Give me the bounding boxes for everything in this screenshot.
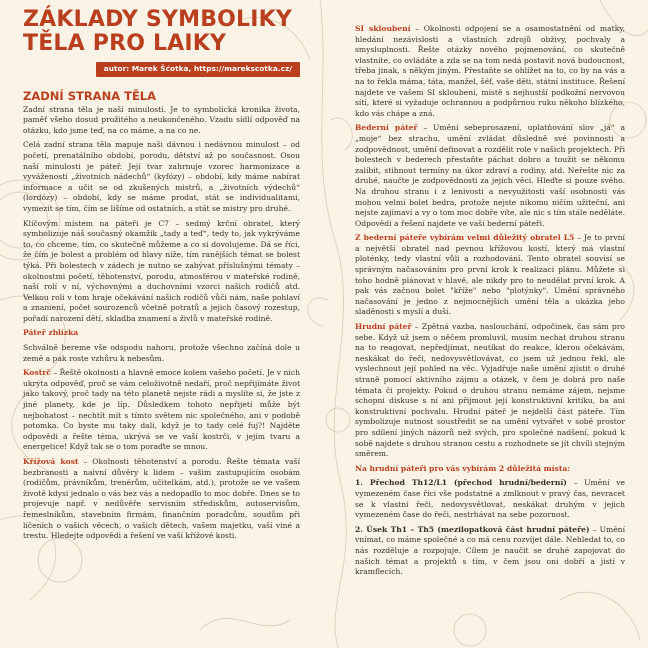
paragraph-coccyx [23, 368, 300, 453]
paragraph-item-1 [355, 478, 625, 520]
paragraph-lumbar [355, 123, 625, 229]
paragraph-spine-closeup: Schválně bereme vše odspodu nahoru, protože všechno začíná dole u země a pak roste vzhůru k nebesům. [23, 343, 300, 363]
text-si-joint: – Okolnosti odpojení se a osamostatnění od matky, hledání nezávislosti a vlastních zdrojů obživy, pochvaly a smysluplnosti. Řešte otázky nového pojmenování, co skutečně vlastníte, co ovládáte a zda se na tom nedá postavit nová budoucnost, třeba jinak, s někým jiným. Přestaňte se ohlížet na to, co by na vás a na to řekla máma, táta, manžel, šéf, vaše děti, státní instituce. Řešení najdete ve vašem SI skloubení, místě s nejhustší podkožní nervovou sítí, které si vyžaduje ochrannou a podpůrnou ruku někoho blízkého, kdo vás chápe a zná. [355, 24, 625, 118]
paragraph-intro: Zadní strana těla je naší minulostí. Je to symbolická kronika života, paměť všeho dosud prožitého a neukončeného. Vzadu sídlí odpověď na otázku, kdo jsme teď, na co máme, a na co ne. [23, 104, 300, 135]
paragraph-item-2 [355, 525, 625, 578]
paragraph-l5 [355, 233, 625, 318]
paragraph-si-joint [355, 24, 625, 119]
title-line-1: ZÁKLADY SYMBOLIKY [23, 7, 293, 32]
subheading-spine-closeup: Páteř zblízka [23, 328, 79, 338]
right-column [355, 24, 625, 582]
paragraph-sacrum [23, 457, 300, 542]
text-coccyx: – Řeště okolnosti a hlavně emoce kolem vašeho početí. Je v nich ukryta odpověď, proč se vám celoživotně nedaří, proč nepřijímáte život jako takový, proč tady na této planetě nejste rádi a myslíte si, že jste z jiné planety, kde je líp. Důsledkem tohoto nepřijetí může být nejbohatost – nechtít mít s tímto světem nic společného, ani v podobě potomka. Co byste mu taky dali, když je to tady celé fuj?! Najděte odpovědi a řešte téma, ukrývá se ve vaší kostrči, v jejím tvaru a energetice! Když tak se o tom poraďte se mnou. [23, 368, 300, 452]
paragraph-past: Celá zadní strana těla mapuje naši dávnou i nedávnou minulost – od početí, prenatálního období, porodu, dětství až po současnost. Osou naší minulosti je páteř. Její tvar zahrnuje vzorec harmonizace a vyváženosti „životních nádechů“ (kyfózy) – období, kdy máme nabírat informace a učit se od zkušených mistrů, a „životních výdechů“ (lordózy) – období, kdy se máme prodat, stát se individualitami, vymezit se tím, čím se lišíme od ostatních, a stát se mistry pro druhé. [23, 140, 300, 213]
author-badge: autor: Marek Šćotka, https://marekscotka.cz/ [96, 62, 300, 77]
text-l5: – Je to první a největší obratel nad pevnou křížovou kostí, který má vlastní ploténky, tedy vlastní vůli a rozhodování. Tento obratel souvisí se správným načasováním pro první krok k realizaci plánu. Můžete si toho hodně plánovat v hlavě, ale nikdy pro to neudělat první krok. A pak vás začnou bolet "kříže" nebo "plotýnky". Umění správného načasování je jedno z nejmocnějších umění těla a ukázka jeho sladěnosti s myslí a duší. [355, 233, 625, 317]
term-sacrum: Křížová kost [23, 457, 79, 466]
left-column [23, 8, 300, 546]
author-row [23, 62, 300, 77]
item-1-title: 1. Přechod Th12/L1 (přechod hrudní/bederní) [355, 478, 567, 488]
item-2-title: 2. Úsek Th1 – Th5 (mezilopatková část hrudní páteře) [355, 524, 590, 534]
page-title [23, 8, 300, 56]
item-1-text: – Umění ve vymezeném čase říci vše podstatné a zmlknout v pravý čas, nevracet se k vlastní řeči, nedovysvětlovat, neskákat druhým v jejich vymezeném čase do řeči, nestrhávat na sebe pozornost. [355, 478, 625, 520]
title-line-2: TĚLA PRO LAIKY [23, 31, 227, 56]
term-si-joint: SI skloubení [355, 24, 411, 33]
term-coccyx: Kostrč [23, 368, 51, 378]
text-sacrum: – Okolnosti těhotenství a porodu. Řešte témata vaší bezbranosti a naivní důvěry k lidem – vašim zastupujícím osobám (rodičům, právníkům, trenérům, učitelkám, atd.), protože se ve vašem životě kdysi jednalo o vás bez vás a nedopadlo to moc dobře. Dnes se to projevuje např. v nedůvěře servisním střediskům, autoservisům, řemeslníkům, stavebním firmám, finančním poradcům, soudům při líčeních o vašich věcech, o vašich dětech, vašem majetku, vaší viné a trestu. Hledejte odpovědi a řešení ve vaší křížové kosti. [23, 457, 300, 541]
term-lumbar: Bederní páteř [355, 123, 418, 133]
subheading-thoracic-places: Na hrudní páteři pro vás vybírám 2 důležitá místa: [355, 463, 571, 473]
section-heading-back: ZADNÍ STRANA TĚLA [23, 88, 157, 103]
term-l5: Z bederní páteře vybírám velmi důležitý obratel L5 [355, 233, 575, 243]
text-lumbar: – Umění sebeprosazení, uplatňování slov „já“ a „moje“ bez strachu, umění zvládat důsledně své povinnosti a zodpovědnost, umění definovat a rozdělit role v našich projektech. Při bolestech v bederech přestaňte páchat dobro a toužit se někomu zalíbit, stihnout termíny na úkor zdraví a rodiny, atd. Neřešte nic za druhé, naučte je zodpovědnosti za jejich věci. Hleďte si pouze svého. Na druhou stranu i z lenivosti a nevyužitosti vaší osobnosti vás mohou velmi bolet bedra, protože nejste nikomu ničím užiteční, ani nejste zajímaví a vy o tom moc dobře víte, ale nic s tím stále neděláte. Odpovědi a řešení najdete ve vaší bederní páteři. [355, 123, 626, 228]
paragraph-c7: Klíčovým místem na páteři je C7 – sedmý krční obratel, který symbolizuje náš současný okamžik „tady a teď“, tedy to, jak vykrýváme to, co chceme, tím, co skutečně můžeme a co si dovolujeme. Dá se říci, že čím je bolest a problém od hlavy níže, tím ranějších témat se bolest týká. Při bolestech v zádech je nutno se zabývat příslušnými tématy – okolnostmi početí, těhotenství, porodu, atmosférou v mateřské rodině, naší rolí v ní, výchovnými a duchovními vzorci našich rodičů atd. Velkou roli v tom hraje očekávání našich rodičů vůči nám, naše pohlaví a znamení, počet sourozenců včetně potratů a jejich časový rozestup, pořadí narození dětí, skladba znamení a živlů v mateřské rodině. [23, 218, 300, 323]
term-thoracic: Hrudní páteř [355, 322, 412, 332]
text-thoracic: – Zpětná vazba, naslouchání, odpočinek, čas sám pro sebe. Když už jsem o něčem promluvil, musím nechat druhou stranu na to reagovat, nepředjímat, neutíkat do reakce, klerou očekávám, neskákat do řeči, nedovysvětlovávat, co jsem už jednou řekl, ale vyslechnout její pohled na věc. Vyjadřuje naše umění zjistit o druhé straně pomocí aktivního zájmu a otázek, v čem je dobrá pro naše témata či projekty. Pokud o druhou stranu nemáme zájem, nejsme schopni diskuse s ní ani přijmout její konstruktivní kritiku, ba ani konstruktivní pochvalu. Hrudní páteř je nejdelší část páteře. Tím symbolizuje nutnost soustředit se na umění vytvářet v sobě prostor pro sdílení jiných názorů než svých, pro společné nadšení, pokud k sobě najdete s druhou stranou cestu a rozhodnete se jít chvíli stejným směrem. [355, 322, 625, 459]
item-2-text: – Umění vnímat, co máme společné a co má cenu rozvíjet dále. Nehledat to, co nás rozděluje a rozpojuje. Cílem je naučit se druhé zapojovat do našich témat a projektů s tím, v čem jsou oni dobří a jistí v kramflecích. [355, 524, 626, 577]
paragraph-thoracic [355, 322, 625, 460]
